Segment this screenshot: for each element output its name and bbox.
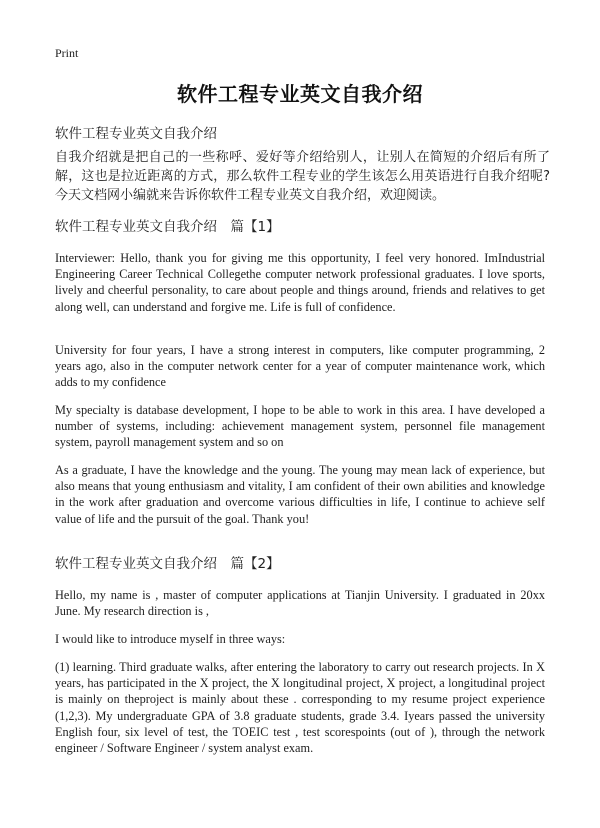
- section-2-paragraph-1: Hello, my name is , master of computer applications at Tianjin University. I graduated in 20xx June. My research direction is ,: [55, 588, 545, 619]
- section-1-paragraph-3: My specialty is database development, I hope to be able to work in this area. I have developed a number of systems, including: achievement management system, personnel file management system, payroll management system and so on: [55, 403, 545, 450]
- section-1-paragraph-1: Interviewer: Hello, thank you for giving me this opportunity, I feel very honored. ImIndustrial Engineering Career Technical Collegethe computer network professional graduates. I love sports, lively and cheerful personality, to care about people and things around, friends and relatives to get along well, can understand and forgive me. Life is full of confidence.: [55, 251, 545, 314]
- section-heading-1: 软件工程专业英文自我介绍 篇【1】: [55, 219, 280, 235]
- section-1-paragraph-4: As a graduate, I have the knowledge and the young. The young may mean lack of experience, but also means that young enthusiasm and vitality, I am confident of their own abilities and knowledge in the work after graduation and overcome various difficulties in life, I continue to achieve self value of life and the pursuit of the goal. Thank you!: [55, 463, 545, 526]
- section-2-paragraph-2: I would like to introduce myself in three ways:: [55, 632, 286, 646]
- section-2-paragraph-3: (1) learning. Third graduate walks, after entering the laboratory to carry out research projects. In X years, has participated in the X project, the X longitudinal project, X project, a longitudinal project is mainly on theproject is mainly about these . corresponding to my resume project experience (1,2,3). My undergraduate GPA of 3.8 graduate students, grade 3.4. Iyears passed the university English four, six level of test, the TOEIC test , test scorespoints (out of ), through the network engineer / Software Engineer / system analyst exam.: [55, 660, 545, 756]
- document-title: 软件工程专业英文自我介绍: [177, 82, 423, 106]
- section-heading-2: 软件工程专业英文自我介绍 篇【2】: [55, 556, 280, 572]
- intro-paragraph: 自我介绍就是把自己的一些称呼、爱好等介绍给别人，让别人在简短的介绍后有所了解，这也是拉近距离的方式，那么软件工程专业的学生该怎么用英语进行自我介绍呢?今天文档网小编就来告诉你软件工程专业英文自我介绍，欢迎阅读。: [55, 150, 550, 203]
- section-1-paragraph-2: University for four years, I have a strong interest in computers, like computer programming, 2 years ago, also in the computer network center for a year of computer maintenance work, which adds to my confidence: [55, 343, 545, 390]
- print-link[interactable]: Print: [55, 46, 79, 60]
- document-subtitle: 软件工程专业英文自我介绍: [55, 126, 217, 142]
